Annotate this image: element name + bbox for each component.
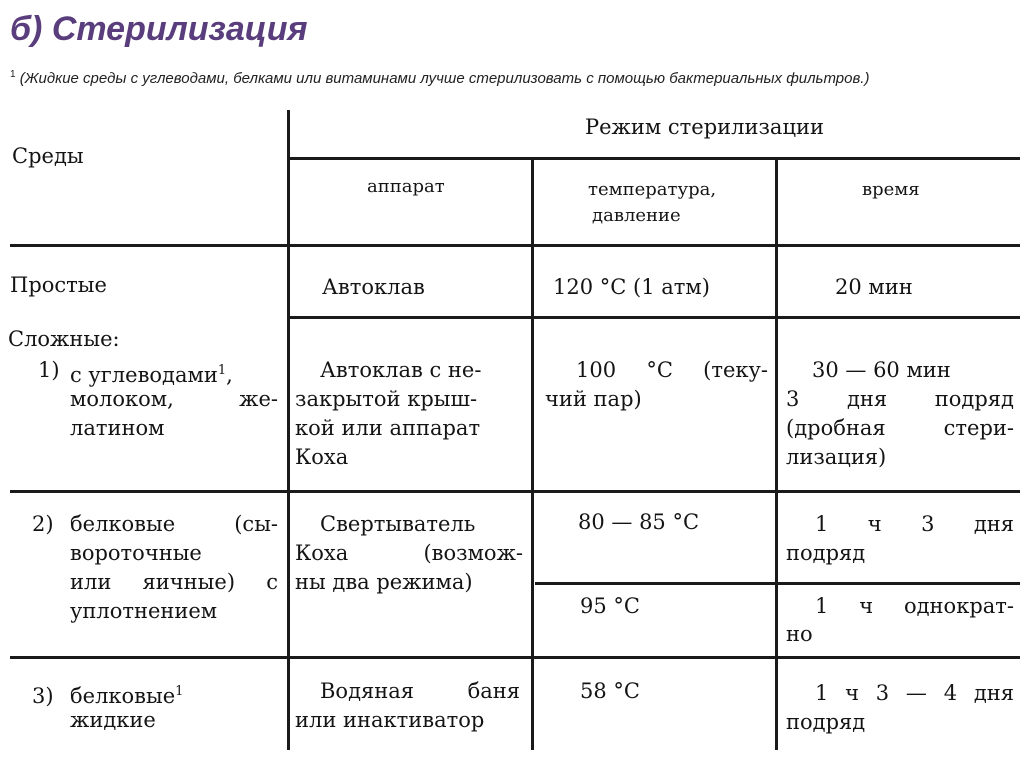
complex-label: Сложные: [8,327,120,351]
row2-media-line1: белковые (сы- [70,512,278,536]
row2-apparatus-line2: Коха (возмож- [295,541,523,565]
row1-time-line2: 3 дня подряд [786,387,1014,411]
row3-temperature: 58 °С [580,679,640,703]
row1-time-line3: (дробная стери- [786,416,1014,440]
row1-media-line1: с углеводами$^1$, [70,363,233,387]
rule-simple-bottom [290,316,1020,319]
row1-apparatus-line1: Автоклав с не- [320,358,482,382]
row2-time-b-line1: 1 ч однократ- [815,594,1014,618]
row2-apparatus-line3: ны два режима) [295,570,473,594]
simple-apparatus: Автоклав [322,275,425,299]
row2-number: 2) [32,512,54,536]
simple-label: Простые [10,273,107,297]
footnote [10,64,1010,90]
row1-time-line1: 30 — 60 мин [812,358,951,382]
rule-col-media [287,110,290,750]
row3-footnote-ref: 1 [175,684,184,699]
row3-media-line1: белковые$^1$ [70,684,184,708]
header-apparatus: аппарат [367,176,445,197]
rule-row2-bottom [10,656,1020,659]
rule-row1-bottom [10,490,1020,493]
row2-media-line3: или яичные) с [70,570,278,594]
row3-media-line2: жидкие [70,708,156,732]
footnote-text: (Жидкие среды с углеводами, белками или витаминами лучше стерилизовать с помощью бактериальных фильтров.) [19,70,870,87]
row3-apparatus-line2: или инактиватор [295,708,485,732]
row1-media-line2: молоком, же- [70,387,278,411]
footnote-marker: 1 [10,69,16,80]
row2-media-line2: вороточные [70,541,202,565]
simple-temperature: 120 °С (1 атм) [553,275,710,299]
row3-time-line1: 1 ч 3 — 4 дня [815,681,1014,705]
row1-time-line4: лизация) [786,445,887,469]
row3-apparatus-line1: Водяная баня [320,679,520,703]
row1-media-line3: латином [70,416,165,440]
header-time: время [862,179,920,200]
row2-media-line4: уплотнением [70,599,218,623]
page-title: б) Стерилизация [10,10,308,48]
rule-header-bottom [10,244,1020,247]
rule-col-temp [775,158,778,750]
row1-temperature-line2: чий пар) [545,387,642,411]
row1-apparatus-line4: Коха [295,445,349,469]
rule-col-apparatus [531,158,534,750]
row1-apparatus-line3: кой или аппарат [295,416,481,440]
row1-footnote-ref: 1 [217,363,227,378]
header-media: Среды [12,144,84,168]
row2-time-b-line2: но [786,622,813,646]
row2-time-a-line1: 1 ч 3 дня [815,512,1014,536]
header-pressure: давление [592,205,681,226]
row3-number: 3) [32,684,54,708]
header-temperature: температура, [588,179,717,200]
row1-number: 1) [38,358,60,382]
header-mode: Режим стерилизации [585,115,824,139]
row2-temperature-b: 95 °С [580,594,640,618]
simple-time: 20 мин [835,275,913,299]
row1-apparatus-line2: закрытой крыш- [295,387,478,411]
row1-temperature-line1: 100 °С (теку- [576,358,768,382]
row2-apparatus-line1: Свертыватель [320,512,476,536]
rule-top [290,157,1020,160]
row2-time-a-line2: подряд [786,541,866,565]
row3-time-line2: подряд [786,710,866,734]
row2-temperature-a: 80 — 85 °С [578,510,700,534]
